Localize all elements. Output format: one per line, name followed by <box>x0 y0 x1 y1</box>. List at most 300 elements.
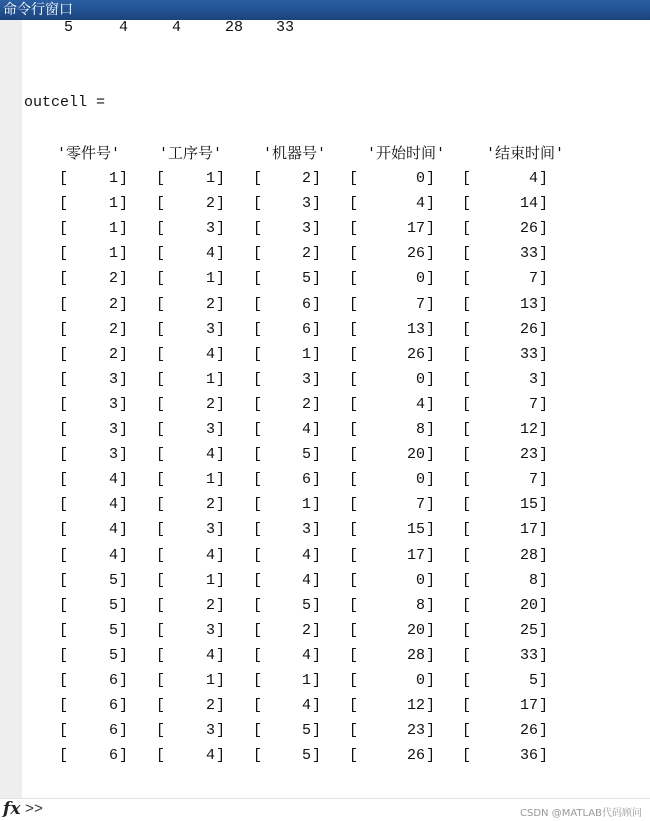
cell-value: 7 <box>528 471 538 489</box>
close-bracket: ] <box>119 471 129 489</box>
cell-value: 3 <box>301 370 311 388</box>
cell-value: 1 <box>108 170 118 187</box>
open-bracket: [ <box>156 621 166 639</box>
column-header: '开始时间' <box>367 144 446 162</box>
close-bracket: ] <box>216 295 226 313</box>
table-row <box>22 722 622 747</box>
close-bracket: ] <box>119 621 129 639</box>
open-bracket: [ <box>253 596 263 614</box>
close-bracket: ] <box>216 270 226 288</box>
open-bracket: [ <box>462 370 472 388</box>
cell-value: 2 <box>205 496 215 514</box>
close-bracket: ] <box>216 395 226 413</box>
open-bracket: [ <box>59 245 69 263</box>
cell-value: 3 <box>205 421 215 438</box>
cell-value: 1 <box>205 170 215 187</box>
close-bracket: ] <box>539 471 549 489</box>
open-bracket: [ <box>59 722 69 740</box>
column-header: '工序号' <box>159 144 223 162</box>
close-bracket: ] <box>119 245 129 263</box>
open-bracket: [ <box>349 395 359 413</box>
cell-value: 4 <box>205 345 215 363</box>
close-bracket: ] <box>119 295 129 313</box>
close-bracket: ] <box>426 370 436 388</box>
open-bracket: [ <box>156 320 166 338</box>
close-bracket: ] <box>312 220 322 238</box>
close-bracket: ] <box>426 596 436 614</box>
close-bracket: ] <box>216 496 226 514</box>
close-bracket: ] <box>426 220 436 238</box>
cell-value: 3 <box>205 220 215 238</box>
cell-value: 6 <box>108 697 118 715</box>
close-bracket: ] <box>539 672 549 689</box>
table-row <box>22 697 622 722</box>
close-bracket: ] <box>312 270 322 288</box>
close-bracket: ] <box>426 446 436 464</box>
command-window-output[interactable] <box>22 20 650 798</box>
close-bracket: ] <box>119 370 129 388</box>
close-bracket: ] <box>312 722 322 740</box>
open-bracket: [ <box>462 295 472 313</box>
close-bracket: ] <box>312 672 322 689</box>
open-bracket: [ <box>253 496 263 514</box>
cell-value: 23 <box>519 446 538 464</box>
open-bracket: [ <box>349 295 359 313</box>
close-bracket: ] <box>539 596 549 614</box>
previous-output-value: 28 <box>224 19 243 36</box>
watermark: CSDN @MATLAB代码顾问 <box>520 808 642 819</box>
open-bracket: [ <box>156 646 166 664</box>
close-bracket: ] <box>539 646 549 664</box>
open-bracket: [ <box>156 546 166 564</box>
open-bracket: [ <box>156 220 166 238</box>
close-bracket: ] <box>312 195 322 213</box>
close-bracket: ] <box>539 245 549 263</box>
open-bracket: [ <box>349 345 359 363</box>
cell-value: 4 <box>301 697 311 715</box>
cell-value: 26 <box>519 220 538 238</box>
cell-value: 5 <box>301 747 311 765</box>
open-bracket: [ <box>462 471 472 489</box>
cell-value: 2 <box>108 295 118 313</box>
cell-value: 6 <box>108 672 118 689</box>
cell-value: 28 <box>406 646 425 664</box>
cell-value: 3 <box>108 395 118 413</box>
cell-value: 0 <box>415 370 425 388</box>
close-bracket: ] <box>539 546 549 564</box>
close-bracket: ] <box>426 345 436 363</box>
cell-value: 0 <box>415 270 425 288</box>
close-bracket: ] <box>539 446 549 464</box>
open-bracket: [ <box>349 245 359 263</box>
open-bracket: [ <box>253 621 263 639</box>
open-bracket: [ <box>462 747 472 765</box>
open-bracket: [ <box>156 195 166 213</box>
cell-value: 17 <box>406 546 425 564</box>
table-row <box>22 170 622 195</box>
close-bracket: ] <box>312 546 322 564</box>
cell-value: 26 <box>406 245 425 263</box>
close-bracket: ] <box>426 270 436 288</box>
close-bracket: ] <box>119 345 129 363</box>
open-bracket: [ <box>253 320 263 338</box>
cell-value: 4 <box>205 546 215 564</box>
open-bracket: [ <box>462 421 472 438</box>
cell-value: 1 <box>301 496 311 514</box>
close-bracket: ] <box>216 446 226 464</box>
cell-value: 15 <box>406 521 425 539</box>
table-row <box>22 195 622 220</box>
table-row <box>22 496 622 521</box>
cell-value: 13 <box>406 320 425 338</box>
command-prompt[interactable]: >> <box>25 801 44 818</box>
cell-value: 2 <box>301 621 311 639</box>
close-bracket: ] <box>216 697 226 715</box>
open-bracket: [ <box>349 722 359 740</box>
cell-value: 5 <box>108 646 118 664</box>
close-bracket: ] <box>426 320 436 338</box>
open-bracket: [ <box>253 370 263 388</box>
close-bracket: ] <box>312 395 322 413</box>
cell-value: 6 <box>301 320 311 338</box>
cell-value: 5 <box>528 672 538 689</box>
command-prompt-bar[interactable] <box>0 798 650 821</box>
close-bracket: ] <box>216 195 226 213</box>
close-bracket: ] <box>119 571 129 589</box>
previous-output-value: 4 <box>118 19 128 36</box>
open-bracket: [ <box>462 195 472 213</box>
cell-value: 2 <box>301 170 311 187</box>
open-bracket: [ <box>462 395 472 413</box>
open-bracket: [ <box>253 345 263 363</box>
close-bracket: ] <box>426 170 436 187</box>
open-bracket: [ <box>59 446 69 464</box>
cell-value: 12 <box>519 421 538 438</box>
close-bracket: ] <box>312 421 322 438</box>
open-bracket: [ <box>253 471 263 489</box>
cell-value: 4 <box>301 546 311 564</box>
cell-value: 3 <box>108 446 118 464</box>
close-bracket: ] <box>539 295 549 313</box>
cell-value: 1 <box>205 672 215 689</box>
open-bracket: [ <box>156 596 166 614</box>
open-bracket: [ <box>253 421 263 438</box>
close-bracket: ] <box>426 621 436 639</box>
cell-value: 26 <box>519 320 538 338</box>
close-bracket: ] <box>539 270 549 288</box>
open-bracket: [ <box>349 571 359 589</box>
open-bracket: [ <box>349 621 359 639</box>
table-row <box>22 321 622 346</box>
open-bracket: [ <box>59 571 69 589</box>
cell-value: 4 <box>108 521 118 539</box>
table-row <box>22 647 622 672</box>
close-bracket: ] <box>216 646 226 664</box>
open-bracket: [ <box>462 697 472 715</box>
open-bracket: [ <box>156 496 166 514</box>
open-bracket: [ <box>253 195 263 213</box>
cell-value: 3 <box>205 722 215 740</box>
cell-value: 1 <box>108 195 118 213</box>
cell-value: 1 <box>205 370 215 388</box>
open-bracket: [ <box>156 370 166 388</box>
cell-value: 1 <box>205 270 215 288</box>
open-bracket: [ <box>349 697 359 715</box>
close-bracket: ] <box>426 295 436 313</box>
close-bracket: ] <box>216 672 226 689</box>
close-bracket: ] <box>426 747 436 765</box>
open-bracket: [ <box>59 621 69 639</box>
cell-value: 0 <box>415 471 425 489</box>
close-bracket: ] <box>539 496 549 514</box>
open-bracket: [ <box>349 471 359 489</box>
open-bracket: [ <box>462 446 472 464</box>
table-row <box>22 346 622 371</box>
open-bracket: [ <box>462 646 472 664</box>
cell-value: 2 <box>301 395 311 413</box>
open-bracket: [ <box>349 521 359 539</box>
close-bracket: ] <box>119 195 129 213</box>
open-bracket: [ <box>59 170 69 187</box>
close-bracket: ] <box>426 672 436 689</box>
cell-value: 5 <box>301 270 311 288</box>
open-bracket: [ <box>462 496 472 514</box>
cell-value: 6 <box>301 471 311 489</box>
cell-value: 0 <box>415 170 425 187</box>
table-row <box>22 622 622 647</box>
close-bracket: ] <box>216 546 226 564</box>
open-bracket: [ <box>59 747 69 765</box>
open-bracket: [ <box>59 295 69 313</box>
cell-value: 4 <box>108 496 118 514</box>
open-bracket: [ <box>349 446 359 464</box>
open-bracket: [ <box>59 596 69 614</box>
open-bracket: [ <box>253 646 263 664</box>
open-bracket: [ <box>462 596 472 614</box>
open-bracket: [ <box>462 270 472 288</box>
close-bracket: ] <box>539 747 549 765</box>
cell-value: 3 <box>528 370 538 388</box>
open-bracket: [ <box>253 295 263 313</box>
cell-value: 6 <box>108 747 118 765</box>
table-row <box>22 270 622 295</box>
open-bracket: [ <box>156 722 166 740</box>
table-row <box>22 572 622 597</box>
cell-value: 3 <box>205 621 215 639</box>
close-bracket: ] <box>539 220 549 238</box>
open-bracket: [ <box>59 421 69 438</box>
open-bracket: [ <box>156 672 166 689</box>
cell-value: 14 <box>519 195 538 213</box>
open-bracket: [ <box>349 270 359 288</box>
cell-value: 26 <box>519 722 538 740</box>
fx-icon[interactable]: fx <box>3 799 21 819</box>
close-bracket: ] <box>539 621 549 639</box>
cell-value: 2 <box>108 320 118 338</box>
open-bracket: [ <box>59 646 69 664</box>
open-bracket: [ <box>156 571 166 589</box>
cell-value: 8 <box>415 421 425 438</box>
cell-value: 3 <box>205 521 215 539</box>
cell-value: 2 <box>205 697 215 715</box>
close-bracket: ] <box>216 722 226 740</box>
close-bracket: ] <box>539 697 549 715</box>
close-bracket: ] <box>312 245 322 263</box>
open-bracket: [ <box>156 747 166 765</box>
open-bracket: [ <box>349 220 359 238</box>
close-bracket: ] <box>426 471 436 489</box>
close-bracket: ] <box>539 722 549 740</box>
cell-value: 25 <box>519 621 538 639</box>
close-bracket: ] <box>539 421 549 438</box>
cell-value: 6 <box>108 722 118 740</box>
open-bracket: [ <box>59 395 69 413</box>
cell-value: 5 <box>301 446 311 464</box>
open-bracket: [ <box>462 672 472 689</box>
close-bracket: ] <box>312 646 322 664</box>
open-bracket: [ <box>462 571 472 589</box>
open-bracket: [ <box>156 270 166 288</box>
table-row <box>22 471 622 496</box>
cell-value: 4 <box>415 195 425 213</box>
open-bracket: [ <box>462 345 472 363</box>
cell-value: 7 <box>415 295 425 313</box>
open-bracket: [ <box>253 747 263 765</box>
cell-value: 2 <box>205 596 215 614</box>
cell-value: 4 <box>528 170 538 187</box>
open-bracket: [ <box>59 320 69 338</box>
open-bracket: [ <box>462 621 472 639</box>
previous-output-value: 33 <box>275 19 294 36</box>
cell-value: 26 <box>406 345 425 363</box>
cell-value: 2 <box>205 395 215 413</box>
cell-value: 2 <box>108 345 118 363</box>
close-bracket: ] <box>119 747 129 765</box>
open-bracket: [ <box>59 220 69 238</box>
open-bracket: [ <box>59 345 69 363</box>
close-bracket: ] <box>216 621 226 639</box>
open-bracket: [ <box>253 395 263 413</box>
table-row <box>22 446 622 471</box>
open-bracket: [ <box>59 546 69 564</box>
open-bracket: [ <box>156 295 166 313</box>
table-row <box>22 245 622 270</box>
open-bracket: [ <box>59 195 69 213</box>
cell-value: 17 <box>406 220 425 238</box>
close-bracket: ] <box>312 596 322 614</box>
open-bracket: [ <box>253 672 263 689</box>
cell-value: 23 <box>406 722 425 740</box>
close-bracket: ] <box>119 170 129 187</box>
open-bracket: [ <box>156 395 166 413</box>
cell-value: 7 <box>528 270 538 288</box>
open-bracket: [ <box>349 747 359 765</box>
close-bracket: ] <box>539 370 549 388</box>
close-bracket: ] <box>312 170 322 187</box>
cell-value: 17 <box>519 697 538 715</box>
open-bracket: [ <box>462 521 472 539</box>
close-bracket: ] <box>539 345 549 363</box>
cell-value: 1 <box>301 345 311 363</box>
open-bracket: [ <box>349 546 359 564</box>
close-bracket: ] <box>426 395 436 413</box>
open-bracket: [ <box>156 170 166 187</box>
cell-value: 2 <box>301 245 311 263</box>
cell-value: 26 <box>406 747 425 765</box>
cell-value: 2 <box>205 195 215 213</box>
cell-value: 17 <box>519 521 538 539</box>
cell-value: 3 <box>301 220 311 238</box>
variable-name: outcell = <box>24 94 106 111</box>
close-bracket: ] <box>216 220 226 238</box>
close-bracket: ] <box>119 496 129 514</box>
open-bracket: [ <box>349 195 359 213</box>
previous-output-value: 4 <box>171 19 181 36</box>
open-bracket: [ <box>349 672 359 689</box>
cell-value: 7 <box>528 395 538 413</box>
cell-value: 20 <box>406 621 425 639</box>
window-title-bar <box>0 0 650 20</box>
cell-value: 1 <box>205 571 215 589</box>
cell-value: 8 <box>528 571 538 589</box>
open-bracket: [ <box>462 546 472 564</box>
close-bracket: ] <box>216 471 226 489</box>
close-bracket: ] <box>119 446 129 464</box>
cell-value: 7 <box>415 496 425 514</box>
close-bracket: ] <box>312 446 322 464</box>
cell-value: 4 <box>301 421 311 438</box>
close-bracket: ] <box>426 245 436 263</box>
close-bracket: ] <box>312 295 322 313</box>
cell-value: 3 <box>108 370 118 388</box>
close-bracket: ] <box>312 747 322 765</box>
cell-value: 8 <box>415 596 425 614</box>
cell-value: 2 <box>205 295 215 313</box>
column-header: '机器号' <box>263 144 327 162</box>
cell-value: 0 <box>415 672 425 689</box>
open-bracket: [ <box>156 697 166 715</box>
close-bracket: ] <box>119 270 129 288</box>
close-bracket: ] <box>216 170 226 187</box>
cell-value: 6 <box>301 295 311 313</box>
cell-value: 13 <box>519 295 538 313</box>
open-bracket: [ <box>253 571 263 589</box>
open-bracket: [ <box>59 521 69 539</box>
close-bracket: ] <box>216 345 226 363</box>
close-bracket: ] <box>539 195 549 213</box>
column-header: '结束时间' <box>486 144 565 162</box>
table-row <box>22 521 622 546</box>
cell-value: 4 <box>108 471 118 489</box>
table-row <box>22 547 622 572</box>
open-bracket: [ <box>59 496 69 514</box>
window-title: 命令行窗口 <box>3 2 73 18</box>
open-bracket: [ <box>349 370 359 388</box>
close-bracket: ] <box>119 672 129 689</box>
table-row <box>22 747 622 772</box>
close-bracket: ] <box>216 521 226 539</box>
close-bracket: ] <box>539 521 549 539</box>
column-header: '零件号' <box>57 144 121 162</box>
left-gutter <box>0 20 22 798</box>
cell-value: 0 <box>415 571 425 589</box>
close-bracket: ] <box>119 395 129 413</box>
cell-value: 3 <box>301 521 311 539</box>
cell-value: 4 <box>205 245 215 263</box>
cell-value: 5 <box>108 596 118 614</box>
close-bracket: ] <box>216 596 226 614</box>
open-bracket: [ <box>156 245 166 263</box>
